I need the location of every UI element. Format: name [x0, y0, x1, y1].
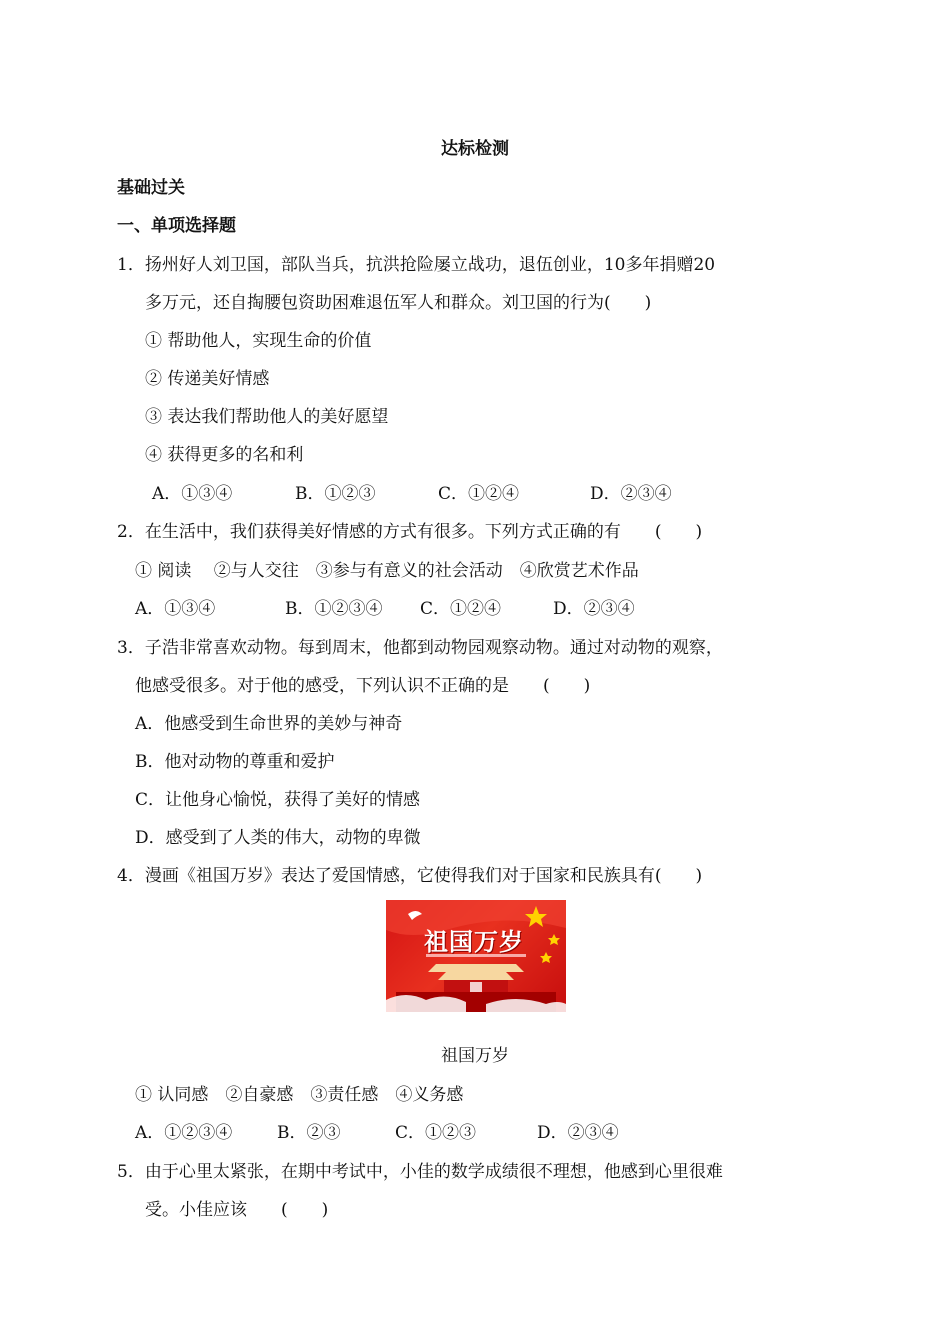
subsection-heading: 一、单项选择题 — [117, 216, 236, 236]
question-2-items: ① 阅读 ②与人交往 ③参与有意义的社会活动 ④欣赏艺术作品 — [135, 561, 639, 581]
question-1-item-4: ④ 获得更多的名和利 — [145, 445, 304, 465]
question-1-stem-line2: 多万元，还自掏腰包资助困难退伍军人和群众。刘卫国的行为( ) — [145, 293, 652, 313]
question-1-item-3: ③ 表达我们帮助他人的美好愿望 — [145, 407, 389, 427]
image-caption: 祖国万岁 — [441, 1046, 509, 1066]
question-5-stem-line2: 受。小佳应该 ( ) — [145, 1200, 329, 1220]
question-3-stem-line1: 3．子浩非常喜欢动物。每到周末，他都到动物园观察动物。通过对动物的观察， — [117, 638, 723, 658]
question-3-option-a: A．他感受到生命世界的美妙与神奇 — [135, 714, 403, 734]
question-2-option-a: A．①③④ — [135, 599, 216, 619]
question-1-option-a: A．①③④ — [152, 484, 233, 504]
question-1-option-d: D．②③④ — [590, 484, 672, 504]
section-heading: 基础过关 — [117, 178, 185, 198]
question-2-option-c: C．①②④ — [420, 599, 502, 619]
question-4-items: ① 认同感 ②自豪感 ③责任感 ④义务感 — [135, 1085, 464, 1105]
question-4-option-b: B．②③ — [277, 1123, 341, 1143]
page-title: 达标检测 — [441, 139, 509, 159]
poster-title-text: 祖国万岁 — [424, 928, 524, 956]
question-4-option-d: D．②③④ — [537, 1123, 619, 1143]
question-1-option-c: C．①②④ — [438, 484, 520, 504]
question-2-option-b: B．①②③④ — [285, 599, 383, 619]
question-2-stem: 2．在生活中，我们获得美好情感的方式有很多。下列方式正确的有 ( ) — [117, 522, 703, 542]
question-5-stem-line1: 5．由于心里太紧张，在期中考试中，小佳的数学成绩很不理想，他感到心里很难 — [117, 1162, 723, 1182]
question-3-stem-line2: 他感受很多。对于他的感受，下列认识不正确的是 ( ) — [135, 676, 591, 696]
zuguo-wansui-poster-image — [386, 900, 566, 1012]
question-2-option-d: D．②③④ — [553, 599, 635, 619]
question-3-option-c: C．让他身心愉悦，获得了美好的情感 — [135, 790, 421, 810]
question-1-item-1: ① 帮助他人，实现生命的价值 — [145, 331, 372, 351]
question-3-option-b: B．他对动物的尊重和爱护 — [135, 752, 335, 772]
question-3-option-d: D．感受到了人类的伟大，动物的卑微 — [135, 828, 421, 848]
question-4-option-a: A．①②③④ — [135, 1123, 233, 1143]
question-1-item-2: ② 传递美好情感 — [145, 369, 270, 389]
question-1-stem-line1: 1．扬州好人刘卫国，部队当兵，抗洪抢险屡立战功，退伍创业，10多年捐赠20 — [117, 255, 716, 275]
question-4-stem: 4．漫画《祖国万岁》表达了爱国情感，它使得我们对于国家和民族具有( ) — [117, 866, 703, 886]
question-1-option-b: B．①②③ — [295, 484, 376, 504]
question-4-option-c: C．①②③ — [395, 1123, 477, 1143]
